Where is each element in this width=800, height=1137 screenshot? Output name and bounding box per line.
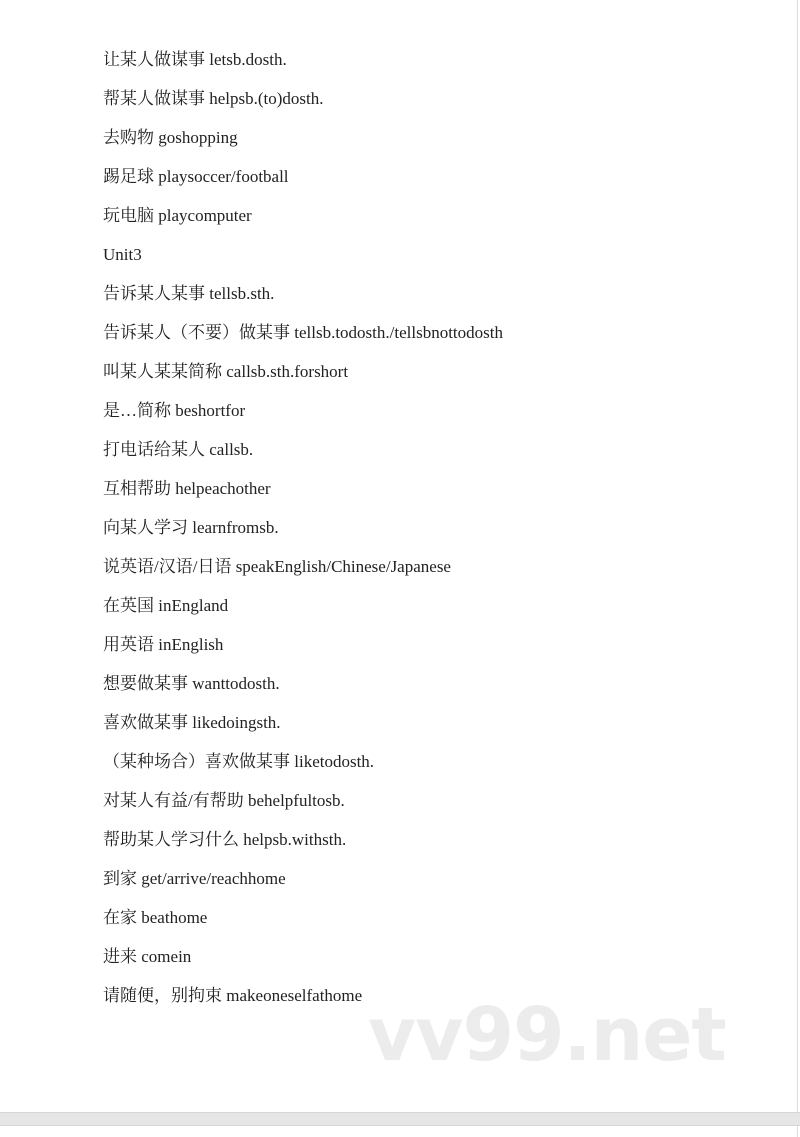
phrase-line: （某种场合）喜欢做某事 liketodosth. (103, 752, 375, 771)
phrase-line: 用英语 inEnglish (103, 635, 224, 654)
phrase-line: 告诉某人某事 tellsb.sth. (103, 284, 275, 303)
phrase-line: 想要做某事 wanttodosth. (103, 674, 280, 693)
unit-heading: Unit3 (103, 245, 142, 264)
phrase-line: 帮某人做谋事 helpsb.(to)dosth. (103, 89, 324, 108)
watermark: vv99.net (368, 992, 726, 1078)
phrase-line: 在英国 inEngland (103, 596, 229, 615)
phrase-line: 是…简称 beshortfor (103, 401, 246, 420)
phrase-line: 喜欢做某事 likedoingsth. (103, 713, 281, 732)
phrase-line: 帮助某人学习什么 helpsb.withsth. (103, 830, 347, 849)
next-page (0, 1126, 798, 1137)
phrase-line: 让某人做谋事 letsb.dosth. (103, 50, 287, 69)
phrase-line: 进来 comein (103, 947, 192, 966)
phrase-line: 踢足球 playsoccer/football (103, 167, 289, 186)
phrase-line: 到家 get/arrive/reachhome (103, 869, 286, 888)
phrase-line: 去购物 goshopping (103, 128, 238, 147)
phrase-line: 打电话给某人 callsb. (103, 440, 254, 459)
phrase-line: 对某人有益/有帮助 behelpfultosb. (103, 791, 345, 810)
phrase-line: 请随便，别拘束 makeoneselfathome (103, 986, 363, 1005)
phrase-line: 说英语/汉语/日语 speakEnglish/Chinese/Japanese (103, 557, 451, 576)
phrase-line: 告诉某人（不要）做某事 tellsb.todosth./tellsbnottodosth (103, 323, 503, 342)
phrase-line: 玩电脑 playcomputer (103, 206, 252, 225)
phrase-line: 互相帮助 helpeachother (103, 479, 271, 498)
phrase-list (103, 48, 503, 1023)
page-separator (0, 1112, 800, 1126)
phrase-line: 叫某人某某简称 callsb.sth.forshort (103, 362, 349, 381)
phrase-line: 向某人学习 learnfromsb. (103, 518, 279, 537)
phrase-line: 在家 beathome (103, 908, 208, 927)
